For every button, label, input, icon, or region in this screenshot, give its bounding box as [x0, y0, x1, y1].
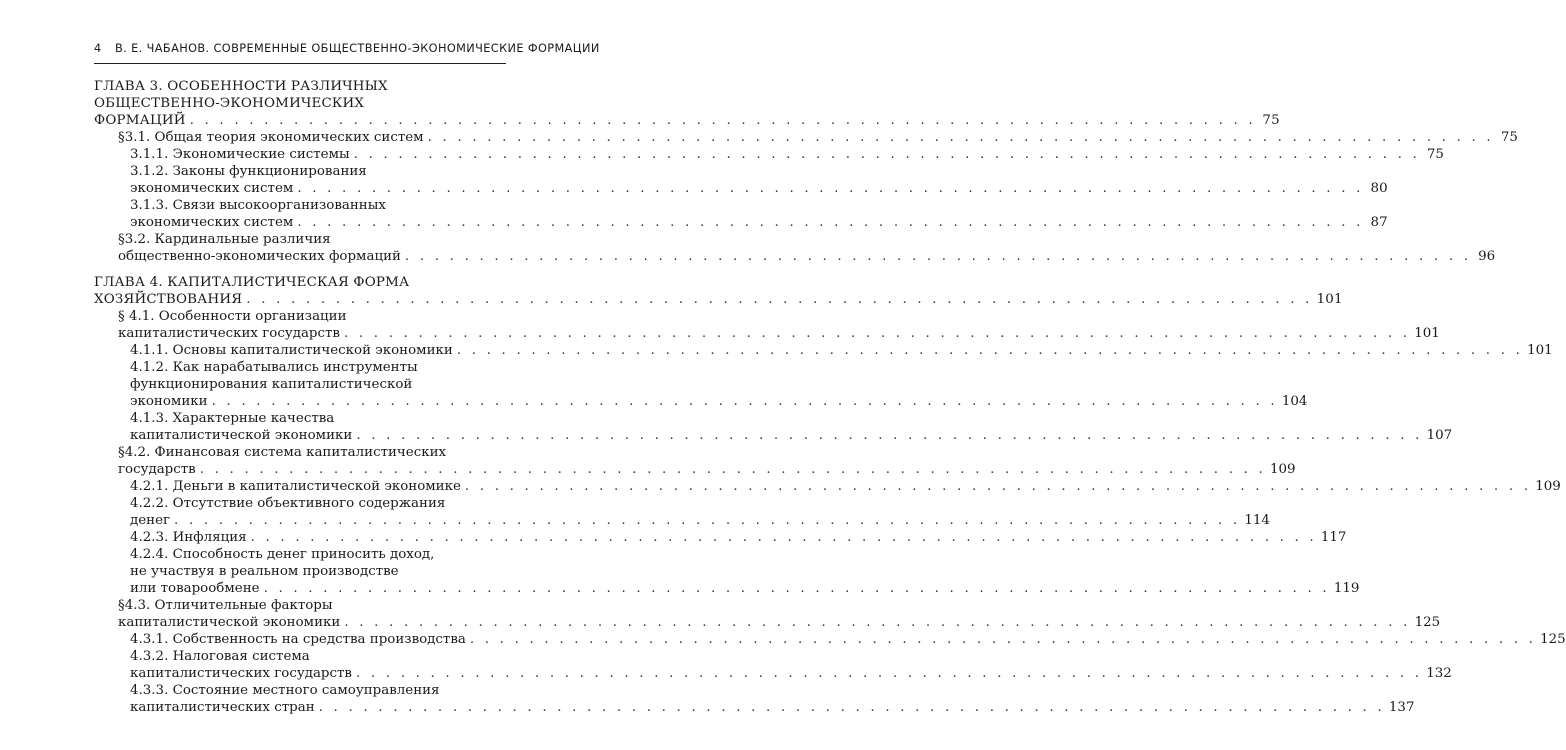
toc-entry-4-2-2[interactable] — [130, 512, 1270, 530]
entry-4-2-2-line-1: 4.2.2. Отсутствие объективного содержания — [130, 496, 446, 511]
entry-3-2-line-1: §3.2. Кардинальные различия — [118, 232, 331, 247]
entry-title: 4.1.1. Основы капиталистической экономики — [130, 343, 453, 358]
toc-entry-chapter-4[interactable] — [94, 291, 1343, 309]
entry-title: 3.1.1. Экономические системы — [130, 147, 350, 162]
entry-title: §3.1. Общая теория экономических систем — [118, 130, 424, 145]
leader-dots: . . . . . . . . . . . . . . . . . . . . . . . . . . . . . . . . . . . . . . . . . . . . . . . . . . . . . . . . . . . . . . . . . . . . . . . . — [211, 394, 1278, 409]
entry-3-1-3-line-1: 3.1.3. Связи высокоорганизованных — [130, 198, 386, 213]
leader-dots: . . . . . . . . . . . . . . . . . . . . . . . . . . . . . . . . . . . . . . . . . . . . . . . . . . . . . . . . . . . . . . . . . . . . . . . . — [318, 700, 1385, 715]
leader-dots: . . . . . . . . . . . . . . . . . . . . . . . . . . . . . . . . . . . . . . . . . . . . . . . . . . . . . . . . . . . . . . . . . . . . . . . . — [250, 530, 1317, 545]
entry-title: 4.2.1. Деньги в капиталистической экономике — [130, 479, 461, 494]
leader-dots: . . . . . . . . . . . . . . . . . . . . . . . . . . . . . . . . . . . . . . . . . . . . . . . . . . . . . . . . . . . . . . . . . . . . . . . . — [355, 666, 1423, 681]
toc-entry-4-3[interactable] — [118, 614, 1441, 632]
toc-entry-3-2[interactable] — [118, 248, 1496, 266]
chapter-3-title-line-3: ФОРМАЦИЙ — [94, 113, 186, 128]
leader-dots: . . . . . . . . . . . . . . . . . . . . . . . . . . . . . . . . . . . . . . . . . . . . . . . . . . . . . . . . . . . . . . . . . . . . . . . . — [353, 147, 1420, 162]
page-ref: 101 — [1414, 326, 1440, 341]
leader-dots: . . . . . . . . . . . . . . . . . . . . . . . . . . . . . . . . . . . . . . . . . . . . . . . . . . . . . . . . . . . . . . . . . . . . . . . . — [246, 292, 1313, 307]
leader-dots: . . . . . . . . . . . . . . . . . . . . . . . . . . . . . . . . . . . . . . . . . . . . . . . . . . . . . . . . . . . . . . . . . . . . . . . . — [344, 615, 1411, 630]
page-ref: 101 — [1527, 343, 1553, 358]
page-ref: 114 — [1244, 513, 1270, 528]
leader-dots: . . . . . . . . . . . . . . . . . . . . . . . . . . . . . . . . . . . . . . . . . . . . . . . . . . . . . . . . . . . . . . . . . . . . . . . . — [464, 479, 1532, 494]
entry-4-1-2-line-2: функционирования капиталистической — [130, 377, 413, 392]
toc-entry-4-1-2[interactable] — [130, 393, 1308, 411]
entry-title-line-2: общественно-экономических формаций — [118, 249, 401, 264]
leader-dots: . . . . . . . . . . . . . . . . . . . . . . . . . . . . . . . . . . . . . . . . . . . . . . . . . . . . . . . . . . . . . . . . . . . . . . . . — [174, 513, 1241, 528]
toc-entry-4-2-1[interactable] — [130, 478, 1561, 496]
toc-entry-4-1-3[interactable] — [130, 427, 1453, 445]
page-ref: 104 — [1281, 394, 1308, 409]
leader-dots: . . . . . . . . . . . . . . . . . . . . . . . . . . . . . . . . . . . . . . . . . . . . . . . . . . . . . . . . . . . . . . . . . . . . . . . . — [199, 462, 1266, 477]
entry-title: 4.3.1. Собственность на средства производства — [130, 632, 466, 647]
toc-entry-4-2[interactable] — [118, 461, 1296, 479]
toc-entry-chapter-3[interactable] — [94, 112, 1280, 130]
entry-4-3-2-line-1: 4.3.2. Налоговая система — [130, 649, 310, 664]
toc-entry-4-3-1[interactable] — [130, 631, 1566, 649]
toc-entry-4-2-3[interactable] — [130, 529, 1347, 547]
entry-4-1-2-line-1: 4.1.2. Как нарабатывались инструменты — [130, 360, 418, 375]
leader-dots: . . . . . . . . . . . . . . . . . . . . . . . . . . . . . . . . . . . . . . . . . . . . . . . . . . . . . . . . . . . . . . . . . . . . . . . . — [456, 343, 1524, 358]
leader-dots: . . . . . . . . . . . . . . . . . . . . . . . . . . . . . . . . . . . . . . . . . . . . . . . . . . . . . . . . . . . . . . . . . . . . . . . . — [297, 215, 1364, 230]
running-title: В. Е. ЧАБАНОВ. СОВРЕМЕННЫЕ ОБЩЕСТВЕННО-ЭКОНОМИЧЕСКИЕ ФОРМАЦИИ — [115, 42, 600, 55]
leader-dots: . . . . . . . . . . . . . . . . . . . . . . . . . . . . . . . . . . . . . . . . . . . . . . . . . . . . . . . . . . . . . . . . . . . . . . . . — [343, 326, 1411, 341]
entry-title-line-2: капиталистических стран — [130, 700, 315, 715]
entry-title-line-2: государств — [118, 462, 196, 477]
toc-entry-3-1-1[interactable] — [130, 146, 1444, 164]
entry-title-line-2: капиталистических государств — [118, 326, 340, 341]
entry-title-line-3: или товарообмене — [130, 581, 260, 596]
header-rule — [94, 63, 506, 64]
chapter-4-title-line-1: ГЛАВА 4. КАПИТАЛИСТИЧЕСКАЯ ФОРМА — [94, 275, 410, 290]
page-ref: 96 — [1478, 249, 1496, 264]
toc-entry-4-3-2[interactable] — [130, 665, 1452, 683]
leader-dots: . . . . . . . . . . . . . . . . . . . . . . . . . . . . . . . . . . . . . . . . . . . . . . . . . . . . . . . . . . . . . . . . . . . . . . . . — [356, 428, 1423, 443]
running-header — [94, 42, 600, 62]
page-ref: 80 — [1370, 181, 1388, 196]
entry-4-3-3-line-1: 4.3.3. Состояние местного самоуправления — [130, 683, 440, 698]
entry-3-1-2-line-1: 3.1.2. Законы функционирования — [130, 164, 367, 179]
page-ref: 75 — [1426, 147, 1444, 162]
chapter-4-title-line-2: ХОЗЯЙСТВОВАНИЯ — [94, 292, 243, 307]
page-ref: 125 — [1540, 632, 1566, 647]
entry-4-2-line-1: §4.2. Финансовая система капиталистических — [118, 445, 447, 460]
page-ref: 109 — [1535, 479, 1561, 494]
page-ref: 107 — [1426, 428, 1453, 443]
leader-dots: . . . . . . . . . . . . . . . . . . . . . . . . . . . . . . . . . . . . . . . . . . . . . . . . . . . . . . . . . . . . . . . . . . . . . . . . — [404, 249, 1472, 264]
page-ref: 137 — [1388, 700, 1415, 715]
entry-4-1-line-1: § 4.1. Особенности организации — [118, 309, 347, 324]
page-ref: 75 — [1262, 113, 1280, 128]
toc-entry-3-1[interactable] — [118, 129, 1518, 147]
page-ref: 125 — [1414, 615, 1441, 630]
entry-title-line-2: капиталистической экономики — [118, 615, 341, 630]
page-ref: 119 — [1333, 581, 1360, 596]
entry-title-line-2: экономических систем — [130, 181, 294, 196]
toc-entry-3-1-2[interactable] — [130, 180, 1388, 198]
toc-entry-4-2-4[interactable] — [130, 580, 1360, 598]
page-ref: 117 — [1320, 530, 1347, 545]
chapter-3-title-line-1: ГЛАВА 3. ОСОБЕННОСТИ РАЗЛИЧНЫХ — [94, 79, 388, 94]
chapter-3-title-line-2: ОБЩЕСТВЕННО-ЭКОНОМИЧЕСКИХ — [94, 96, 365, 111]
toc-entry-4-3-3[interactable] — [130, 699, 1415, 717]
leader-dots: . . . . . . . . . . . . . . . . . . . . . . . . . . . . . . . . . . . . . . . . . . . . . . . . . . . . . . . . . . . . . . . . . . . . . . . . — [263, 581, 1330, 596]
entry-4-2-4-line-1: 4.2.4. Способность денег приносить доход, — [130, 547, 435, 562]
toc-entry-4-1[interactable] — [118, 325, 1440, 343]
entry-title: 4.2.3. Инфляция — [130, 530, 247, 545]
page-ref: 87 — [1370, 215, 1388, 230]
leader-dots: . . . . . . . . . . . . . . . . . . . . . . . . . . . . . . . . . . . . . . . . . . . . . . . . . . . . . . . . . . . . . . . . . . . . . . . . — [469, 632, 1537, 647]
entry-title-line-2: капиталистических государств — [130, 666, 352, 681]
entry-4-3-line-1: §4.3. Отличительные факторы — [118, 598, 333, 613]
leader-dots: . . . . . . . . . . . . . . . . . . . . . . . . . . . . . . . . . . . . . . . . . . . . . . . . . . . . . . . . . . . . . . . . . . . . . . . . — [427, 130, 1494, 145]
leader-dots: . . . . . . . . . . . . . . . . . . . . . . . . . . . . . . . . . . . . . . . . . . . . . . . . . . . . . . . . . . . . . . . . . . . . . . . . — [297, 181, 1364, 196]
entry-title-line-2: денег — [130, 513, 171, 528]
page-ref: 75 — [1500, 130, 1518, 145]
leader-dots: . . . . . . . . . . . . . . . . . . . . . . . . . . . . . . . . . . . . . . . . . . . . . . . . . . . . . . . . . . . . . . . . . . . . . . . . — [189, 113, 1256, 128]
toc-entry-3-1-3[interactable] — [130, 214, 1388, 232]
entry-title-line-2: экономических систем — [130, 215, 294, 230]
page-ref: 101 — [1316, 292, 1343, 307]
toc-entry-4-1-1[interactable] — [130, 342, 1553, 360]
entry-4-1-3-line-1: 4.1.3. Характерные качества — [130, 411, 335, 426]
page-ref: 109 — [1269, 462, 1296, 477]
entry-title-line-3: экономики — [130, 394, 208, 409]
page-ref: 132 — [1426, 666, 1452, 681]
page-number: 4 — [94, 42, 102, 55]
entry-title-line-2: капиталистической экономики — [130, 428, 353, 443]
entry-4-2-4-line-2: не участвуя в реальном производстве — [130, 564, 399, 579]
